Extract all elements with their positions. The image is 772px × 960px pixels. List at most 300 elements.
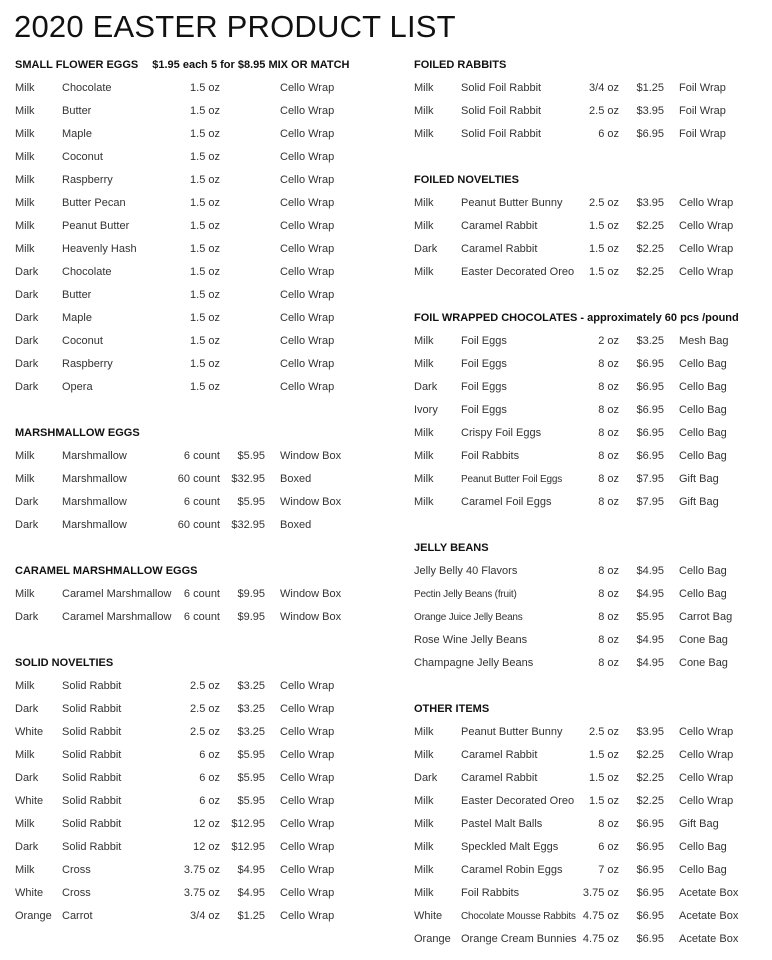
product-row <box>414 790 772 813</box>
size: 1.5 oz <box>190 381 220 393</box>
product-name: Foil Rabbits <box>461 887 520 899</box>
size: 2.5 oz <box>589 726 619 738</box>
chocolate-type: Milk <box>414 841 434 853</box>
packaging: Cello Wrap <box>280 220 335 232</box>
product-name: Caramel Robin Eggs <box>461 864 563 876</box>
chocolate-type: Orange <box>414 933 451 945</box>
packaging: Cello Wrap <box>679 220 734 232</box>
product-name: Champagne Jelly Beans <box>414 657 534 669</box>
section-title: SOLID NOVELTIES <box>15 657 114 669</box>
packaging: Cello Bag <box>679 565 727 577</box>
chocolate-type: Dark <box>15 772 39 784</box>
spacer <box>414 514 772 537</box>
product-row <box>15 491 395 514</box>
product-name: Butter <box>62 289 92 301</box>
product-row <box>414 744 772 767</box>
product-row <box>15 859 395 882</box>
product-row <box>15 606 395 629</box>
size: 6 oz <box>199 749 220 761</box>
product-name: Caramel Rabbit <box>461 220 538 232</box>
size: 60 count <box>177 519 220 531</box>
size: 1.5 oz <box>589 749 619 761</box>
chocolate-type: Milk <box>414 864 434 876</box>
packaging: Cello Wrap <box>679 772 734 784</box>
packaging: Cone Bag <box>679 634 728 646</box>
product-row <box>15 698 395 721</box>
product-row <box>414 77 772 100</box>
product-row <box>15 468 395 491</box>
packaging: Cello Wrap <box>280 841 335 853</box>
packaging: Cello Wrap <box>280 105 335 117</box>
price: $6.95 <box>636 450 664 462</box>
packaging: Cello Wrap <box>679 266 734 278</box>
section-heading <box>15 422 395 445</box>
product-row <box>15 215 395 238</box>
price: $3.95 <box>636 105 664 117</box>
product-name: Cross <box>62 887 91 899</box>
size: 1.5 oz <box>190 358 220 370</box>
packaging: Cello Bag <box>679 381 727 393</box>
size: 1.5 oz <box>190 220 220 232</box>
product-name: Foil Eggs <box>461 358 507 370</box>
product-name: Easter Decorated Oreo <box>461 266 575 278</box>
chocolate-type: Milk <box>15 174 35 186</box>
chocolate-type: Dark <box>414 243 438 255</box>
product-name: Caramel Foil Eggs <box>461 496 552 508</box>
product-name: Caramel Rabbit <box>461 243 538 255</box>
price: $3.25 <box>636 335 664 347</box>
section-title: FOIL WRAPPED CHOCOLATES - approximately 60 pcs /pound <box>414 312 739 324</box>
price: $3.25 <box>237 726 265 738</box>
size: 8 oz <box>598 404 619 416</box>
packaging: Cello Wrap <box>280 910 335 922</box>
chocolate-type: Dark <box>15 841 39 853</box>
section-heading <box>15 560 395 583</box>
section <box>15 399 395 537</box>
product-name: Solid Rabbit <box>62 841 122 853</box>
chocolate-type: Dark <box>15 266 39 278</box>
price: $6.95 <box>636 841 664 853</box>
product-row <box>15 514 395 537</box>
price: $12.95 <box>231 818 265 830</box>
chocolate-type: Dark <box>15 358 39 370</box>
product-name: Heavenly Hash <box>62 243 137 255</box>
chocolate-type: Dark <box>414 381 438 393</box>
product-name: Marshmallow <box>62 496 127 508</box>
packaging: Cello Wrap <box>280 749 335 761</box>
packaging: Cello Wrap <box>280 335 335 347</box>
packaging: Cello Wrap <box>280 864 335 876</box>
product-row <box>414 100 772 123</box>
spacer <box>15 537 395 560</box>
size: 12 oz <box>193 818 220 830</box>
size: 1.5 oz <box>190 151 220 163</box>
product-row <box>414 721 772 744</box>
section <box>414 54 772 146</box>
chocolate-type: Milk <box>414 450 434 462</box>
size: 6 oz <box>598 128 619 140</box>
packaging: Carrot Bag <box>679 611 733 623</box>
packaging: Window Box <box>280 588 342 600</box>
spacer <box>414 146 772 169</box>
chocolate-type: Dark <box>15 496 39 508</box>
product-row <box>15 882 395 905</box>
size: 3/4 oz <box>589 82 619 94</box>
packaging: Cello Wrap <box>280 312 335 324</box>
chocolate-type: Milk <box>15 82 35 94</box>
product-row <box>414 215 772 238</box>
section-heading <box>414 54 772 77</box>
price: $1.25 <box>636 82 664 94</box>
price: $5.95 <box>237 772 265 784</box>
price: $6.95 <box>636 887 664 899</box>
product-name: Opera <box>62 381 93 393</box>
packaging: Cello Wrap <box>280 772 335 784</box>
size: 8 oz <box>598 588 619 600</box>
packaging: Acetate Box <box>679 887 739 899</box>
chocolate-type: Milk <box>414 105 434 117</box>
size: 1.5 oz <box>190 335 220 347</box>
chocolate-type: Milk <box>15 588 35 600</box>
price: $5.95 <box>237 749 265 761</box>
price: $32.95 <box>231 519 265 531</box>
product-name: Peanut Butter Foil Eggs <box>461 474 563 485</box>
section-heading <box>15 54 395 77</box>
product-name: Carrot <box>62 910 93 922</box>
spacer <box>15 399 395 422</box>
price: $2.25 <box>636 795 664 807</box>
section-title: SMALL FLOWER EGGS <box>15 59 139 71</box>
size: 8 oz <box>598 565 619 577</box>
price: $3.95 <box>636 197 664 209</box>
section <box>15 629 395 928</box>
price: $6.95 <box>636 910 664 922</box>
product-row <box>414 445 772 468</box>
product-name: Caramel Rabbit <box>461 772 538 784</box>
chocolate-type: Milk <box>414 335 434 347</box>
size: 2.5 oz <box>589 197 619 209</box>
product-row <box>414 560 772 583</box>
section-title: JELLY BEANS <box>414 542 489 554</box>
chocolate-type: Dark <box>15 312 39 324</box>
packaging: Cello Wrap <box>280 703 335 715</box>
product-name: Butter Pecan <box>62 197 126 209</box>
price: $2.25 <box>636 220 664 232</box>
product-row <box>414 836 772 859</box>
right-column <box>414 54 772 951</box>
size: 8 oz <box>598 381 619 393</box>
section <box>414 514 772 675</box>
size: 6 count <box>183 611 220 623</box>
packaging: Cello Wrap <box>280 243 335 255</box>
price: $1.25 <box>237 910 265 922</box>
product-name: Solid Rabbit <box>62 680 122 692</box>
product-name: Solid Foil Rabbit <box>461 105 542 117</box>
product-row <box>15 445 395 468</box>
packaging: Cello Wrap <box>679 795 734 807</box>
product-row <box>414 652 772 675</box>
packaging: Window Box <box>280 496 342 508</box>
product-row <box>15 238 395 261</box>
chocolate-type: Milk <box>414 887 434 899</box>
product-name: Solid Foil Rabbit <box>461 82 542 94</box>
price: $6.95 <box>636 864 664 876</box>
packaging: Cello Wrap <box>280 381 335 393</box>
price: $6.95 <box>636 933 664 945</box>
size: 8 oz <box>598 657 619 669</box>
product-row <box>15 790 395 813</box>
product-row <box>414 238 772 261</box>
chocolate-type: Dark <box>15 611 39 623</box>
packaging: Cello Bag <box>679 588 727 600</box>
product-row <box>15 353 395 376</box>
chocolate-type: Milk <box>414 795 434 807</box>
price: $4.95 <box>237 864 265 876</box>
left-column <box>15 54 395 928</box>
chocolate-type: Milk <box>414 818 434 830</box>
size: 3/4 oz <box>190 910 220 922</box>
packaging: Cone Bag <box>679 657 728 669</box>
product-name: Coconut <box>62 335 103 347</box>
packaging: Cello Bag <box>679 427 727 439</box>
size: 6 count <box>183 450 220 462</box>
size: 6 oz <box>199 795 220 807</box>
product-name: Caramel Marshmallow <box>62 611 172 623</box>
packaging: Cello Wrap <box>280 266 335 278</box>
packaging: Cello Wrap <box>280 82 335 94</box>
product-row <box>414 928 772 951</box>
size: 1.5 oz <box>589 772 619 784</box>
size: 8 oz <box>598 634 619 646</box>
size: 2.5 oz <box>589 105 619 117</box>
product-name: Solid Rabbit <box>62 818 122 830</box>
chocolate-type: Milk <box>414 496 434 508</box>
chocolate-type: Milk <box>414 358 434 370</box>
size: 8 oz <box>598 358 619 370</box>
chocolate-type: Dark <box>15 381 39 393</box>
size: 7 oz <box>598 864 619 876</box>
spacer <box>414 284 772 307</box>
chocolate-type: Milk <box>15 151 35 163</box>
size: 12 oz <box>193 841 220 853</box>
size: 6 count <box>183 496 220 508</box>
size: 1.5 oz <box>190 174 220 186</box>
section <box>414 284 772 514</box>
chocolate-type: Milk <box>15 105 35 117</box>
size: 1.5 oz <box>190 243 220 255</box>
chocolate-type: Dark <box>15 289 39 301</box>
product-row <box>15 261 395 284</box>
size: 1.5 oz <box>190 82 220 94</box>
packaging: Boxed <box>280 473 312 485</box>
chocolate-type: Dark <box>414 772 438 784</box>
product-row <box>15 905 395 928</box>
packaging: Cello Bag <box>679 841 727 853</box>
packaging: Cello Wrap <box>280 358 335 370</box>
product-row <box>414 330 772 353</box>
packaging: Cello Wrap <box>280 726 335 738</box>
size: 8 oz <box>598 496 619 508</box>
price: $5.95 <box>237 496 265 508</box>
size: 3.75 oz <box>183 864 220 876</box>
packaging: Foil Wrap <box>679 82 726 94</box>
price: $3.25 <box>237 680 265 692</box>
chocolate-type: Milk <box>414 82 434 94</box>
size: 2.5 oz <box>190 703 220 715</box>
packaging: Cello Wrap <box>679 749 734 761</box>
product-name: Pastel Malt Balls <box>461 818 543 830</box>
product-row <box>414 261 772 284</box>
product-row <box>15 307 395 330</box>
price: $7.95 <box>636 473 664 485</box>
price: $5.95 <box>636 611 664 623</box>
price: $5.95 <box>237 450 265 462</box>
product-row <box>414 192 772 215</box>
chocolate-type: White <box>15 726 44 738</box>
product-name: Caramel Marshmallow <box>62 588 172 600</box>
price: $12.95 <box>231 841 265 853</box>
size: 2 oz <box>598 335 619 347</box>
price: $4.95 <box>636 657 664 669</box>
product-name: Peanut Butter Bunny <box>461 726 563 738</box>
chocolate-type: Dark <box>15 335 39 347</box>
product-name: Raspberry <box>62 358 113 370</box>
size: 1.5 oz <box>589 243 619 255</box>
product-name: Marshmallow <box>62 450 127 462</box>
section-heading <box>15 652 395 675</box>
product-row <box>414 468 772 491</box>
product-name: Marshmallow <box>62 473 127 485</box>
packaging: Cello Wrap <box>679 243 734 255</box>
packaging: Gift Bag <box>679 496 719 508</box>
packaging: Cello Wrap <box>280 680 335 692</box>
size: 6 oz <box>199 772 220 784</box>
section-heading <box>414 169 772 192</box>
size: 1.5 oz <box>190 312 220 324</box>
price: $2.25 <box>636 772 664 784</box>
product-row <box>414 399 772 422</box>
chocolate-type: White <box>414 910 443 922</box>
page-title: 2020 EASTER PRODUCT LIST <box>14 9 456 44</box>
product-name: Rose Wine Jelly Beans <box>414 634 528 646</box>
chocolate-type: Milk <box>15 450 35 462</box>
product-row <box>414 491 772 514</box>
product-name: Orange Juice Jelly Beans <box>414 612 523 623</box>
product-name: Solid Rabbit <box>62 703 122 715</box>
price: $3.95 <box>636 726 664 738</box>
product-row <box>414 629 772 652</box>
product-row <box>15 767 395 790</box>
size: 6 oz <box>598 841 619 853</box>
product-name: Peanut Butter Bunny <box>461 197 563 209</box>
chocolate-type: White <box>15 887 44 899</box>
chocolate-type: Ivory <box>414 404 438 416</box>
section-note: $1.95 each 5 for $8.95 MIX OR MATCH <box>152 59 350 71</box>
section-heading <box>414 307 772 330</box>
product-name: Speckled Malt Eggs <box>461 841 559 853</box>
product-name: Maple <box>62 312 92 324</box>
packaging: Cello Bag <box>679 358 727 370</box>
size: 6 count <box>183 588 220 600</box>
product-name: Foil Eggs <box>461 381 507 393</box>
chocolate-type: Milk <box>15 864 35 876</box>
product-row <box>414 813 772 836</box>
chocolate-type: Milk <box>15 749 35 761</box>
product-row <box>15 169 395 192</box>
product-name: Cross <box>62 864 91 876</box>
product-row <box>15 100 395 123</box>
size: 1.5 oz <box>190 289 220 301</box>
packaging: Foil Wrap <box>679 105 726 117</box>
product-name: Chocolate <box>62 266 112 278</box>
chocolate-type: Dark <box>15 519 39 531</box>
product-name: Solid Rabbit <box>62 795 122 807</box>
chocolate-type: Milk <box>414 726 434 738</box>
chocolate-type: Milk <box>414 473 434 485</box>
product-row <box>15 192 395 215</box>
price: $4.95 <box>636 588 664 600</box>
chocolate-type: Orange <box>15 910 52 922</box>
packaging: Cello Wrap <box>280 795 335 807</box>
chocolate-type: White <box>15 795 44 807</box>
price: $7.95 <box>636 496 664 508</box>
product-row <box>414 905 772 928</box>
section <box>15 54 395 399</box>
size: 1.5 oz <box>190 266 220 278</box>
product-row <box>414 353 772 376</box>
size: 1.5 oz <box>190 105 220 117</box>
product-row <box>15 583 395 606</box>
packaging: Cello Wrap <box>679 197 734 209</box>
product-name: Chocolate <box>62 82 112 94</box>
price: $9.95 <box>237 611 265 623</box>
packaging: Cello Bag <box>679 404 727 416</box>
chocolate-type: Milk <box>414 197 434 209</box>
product-name: Orange Cream Bunnies <box>461 933 577 945</box>
section-heading <box>414 537 772 560</box>
chocolate-type: Milk <box>414 749 434 761</box>
product-row <box>414 767 772 790</box>
product-row <box>15 721 395 744</box>
chocolate-type: Milk <box>414 427 434 439</box>
size: 4.75 oz <box>582 933 619 945</box>
product-row <box>15 284 395 307</box>
product-row <box>414 123 772 146</box>
product-name: Solid Rabbit <box>62 772 122 784</box>
section-title: FOILED RABBITS <box>414 59 507 71</box>
chocolate-type: Milk <box>414 128 434 140</box>
product-name: Coconut <box>62 151 103 163</box>
packaging: Window Box <box>280 611 342 623</box>
price: $2.25 <box>636 243 664 255</box>
spacer <box>414 675 772 698</box>
packaging: Cello Wrap <box>280 197 335 209</box>
packaging: Cello Wrap <box>280 818 335 830</box>
size: 8 oz <box>598 473 619 485</box>
section-title: MARSHMALLOW EGGS <box>15 427 140 439</box>
size: 2.5 oz <box>190 726 220 738</box>
price: $6.95 <box>636 427 664 439</box>
size: 3.75 oz <box>582 887 619 899</box>
packaging: Cello Wrap <box>679 726 734 738</box>
product-row <box>414 882 772 905</box>
product-row <box>15 146 395 169</box>
product-name: Peanut Butter <box>62 220 130 232</box>
product-name: Solid Rabbit <box>62 749 122 761</box>
product-name: Foil Eggs <box>461 404 507 416</box>
product-name: Maple <box>62 128 92 140</box>
product-row <box>15 330 395 353</box>
